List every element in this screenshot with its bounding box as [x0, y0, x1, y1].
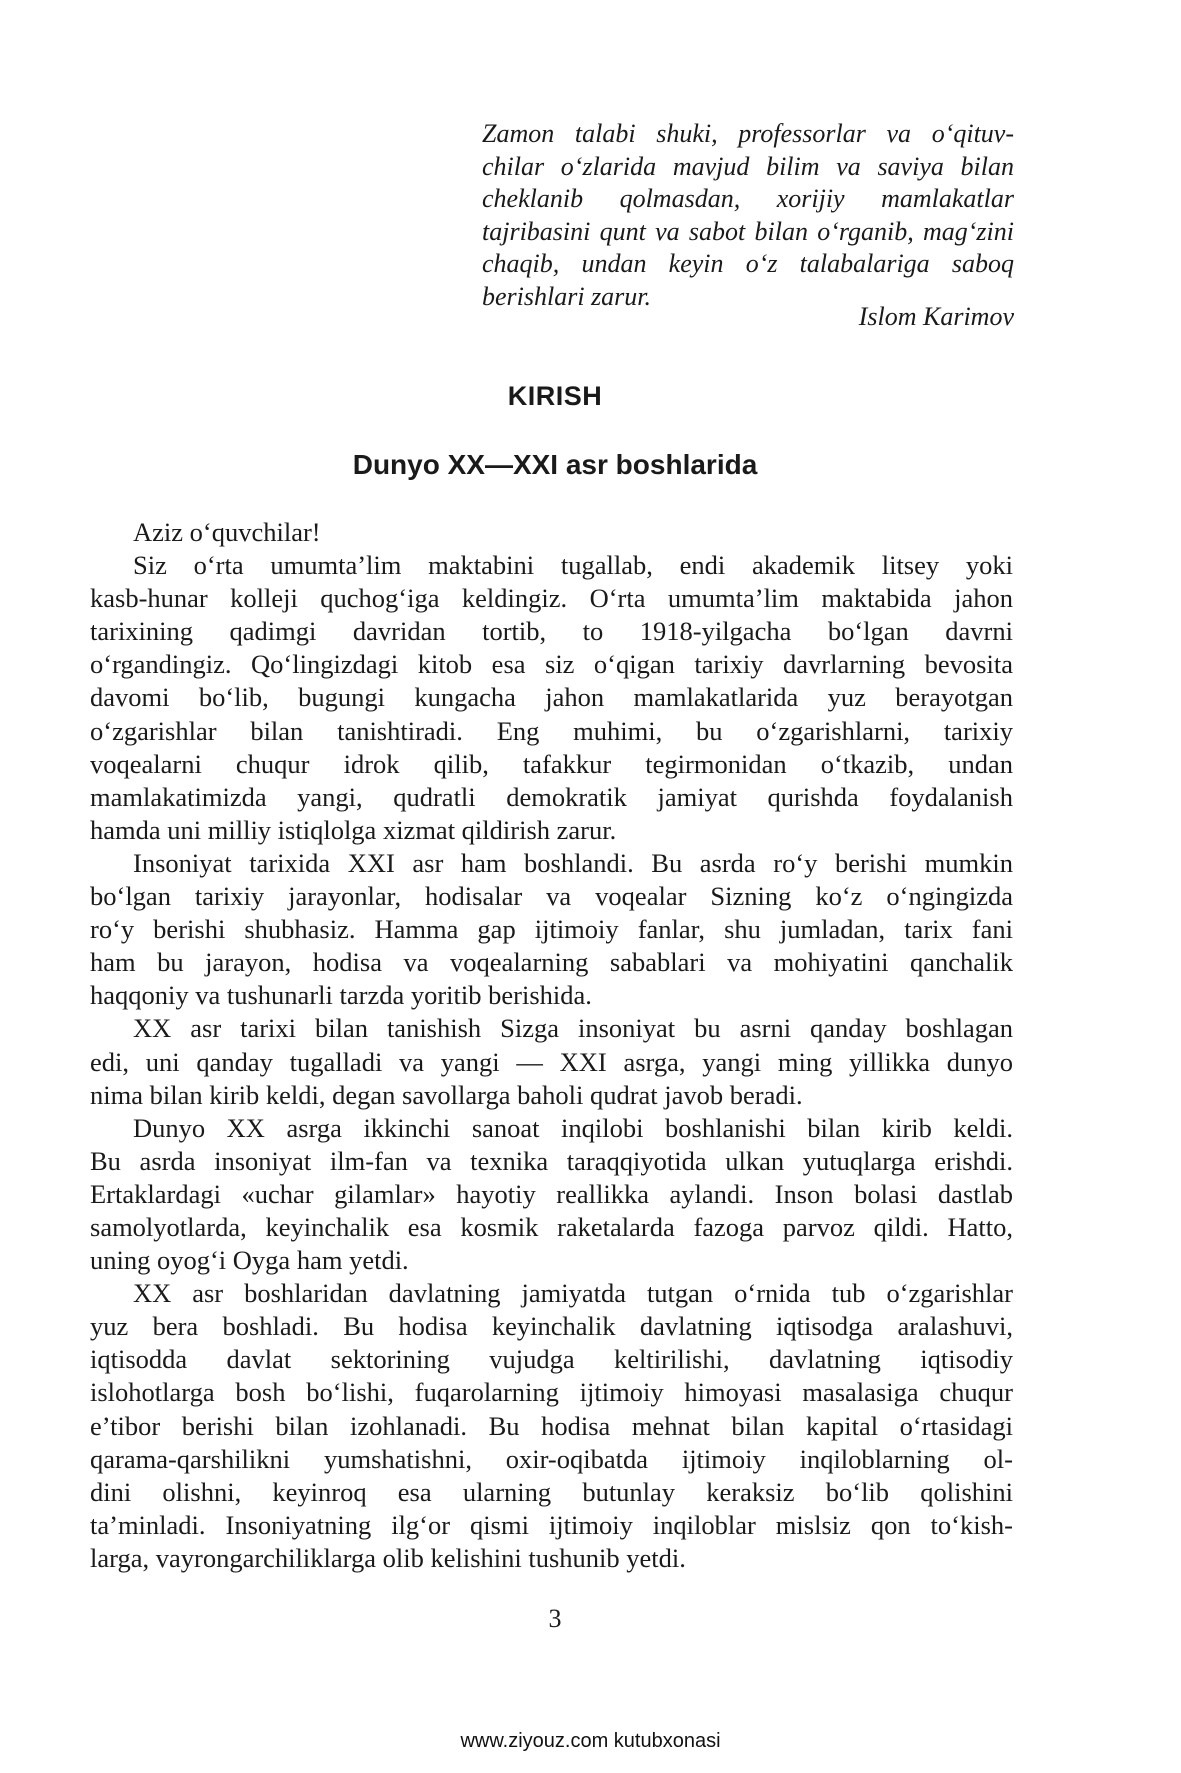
text-line: ta’minladi. Insoniyatning ilg‘or qismi ijtimoiy inqiloblar mislsiz qon to‘kish- — [90, 1509, 1013, 1540]
text-line: tarixining qadimgi davridan tortib, to 1918-yilgacha bo‘lgan davrni — [90, 616, 1013, 647]
paragraph — [90, 847, 1013, 1012]
text-line: Ertaklardagi «uchar gilamlar» hayotiy reallikka aylandi. Inson bolasi dastlab — [90, 1178, 1013, 1209]
text-line: ham bu jarayon, hodisa va voqealarning sabablari va mohiyatini qanchalik — [90, 947, 1013, 978]
text-line: e’tibor berishi bilan izohlanadi. Bu hodisa mehnat bilan kapital o‘rtasidagi — [90, 1410, 1013, 1441]
text-line: ro‘y berishi shubhasiz. Hamma gap ijtimoiy fanlar, shu jumladan, tarix fani — [90, 914, 1013, 945]
text-line: yuz bera boshladi. Bu hodisa keyinchalik davlatning iqtisodga aralashuvi, — [90, 1311, 1013, 1342]
text-line: hamda uni milliy istiqlolga xizmat qildirish zarur. — [90, 814, 617, 845]
epigraph-line: berishlari zarur. — [482, 281, 652, 311]
text-line: mamlakatimizda yangi, qudratli demokratik jamiyat qurishda foydalanish — [90, 781, 1013, 812]
page-number: 3 — [548, 1604, 562, 1633]
section-title: Dunyo XX—XXI asr boshlarida — [352, 449, 758, 480]
text-line: islohotlarga bosh bo‘lishi, fuqarolarning ijtimoiy himoyasi masalasiga chuqur — [90, 1377, 1013, 1408]
text-line: samolyotlarda, keyinchalik esa kosmik raketalarda fazoga parvoz qildi. Hatto, — [90, 1211, 1013, 1242]
paragraph-greeting — [90, 516, 1013, 549]
text-line: bo‘lgan tarixiy jarayonlar, hodisalar va voqealar Sizning ko‘z o‘ngingizda — [90, 881, 1013, 912]
footer-watermark: www.ziyouz.com kutubxonasi — [460, 1730, 721, 1752]
text-line: haqqoniy va tushunarli tarzda yoritib berishida. — [90, 980, 592, 1011]
text-line: davomi bo‘lib, bugungi kungacha jahon mamlakatlarida yuz berayotgan — [90, 682, 1013, 713]
epigraph-line: cheklanib qolmasdan, xorijiy mamlakatlar — [482, 184, 1014, 213]
text-line: Aziz o‘quvchilar! — [133, 517, 321, 547]
paragraph — [90, 1012, 1013, 1111]
text-line: o‘zgarishlar bilan tanishtiradi. Eng muhimi, bu o‘zgarishlarni, tarixiy — [90, 715, 1013, 746]
epigraph-line: tajribasini qunt va sabot bilan o‘rganib, mag‘zini — [482, 216, 1014, 246]
text-line: larga, vayrongarchiliklarga olib kelishini tushunib yetdi. — [90, 1542, 686, 1573]
text-line: voqealarni chuqur idrok qilib, tafakkur tegirmonidan o‘tkazib, undan — [90, 748, 1013, 779]
text-line: kasb-hunar kolleji quchog‘iga keldingiz. O‘rta umumta’lim maktabida jahon — [90, 583, 1013, 614]
chapter-title: KIRISH — [507, 381, 603, 411]
text-line: qarama-qarshilikni yumshatishni, oxir-oqibatda ijtimoiy inqiloblarning ol- — [90, 1443, 1013, 1474]
paragraph — [90, 1112, 1013, 1277]
text-line: uning oyog‘i Oyga ham yetdi. — [90, 1245, 409, 1276]
text-line: iqtisodda davlat sektorining vujudga keltirilishi, davlatning iqtisodiy — [90, 1344, 1013, 1375]
paragraph — [90, 1277, 1013, 1575]
text-line: Siz o‘rta umumta’lim maktabini tugallab, endi akademik litsey yoki — [133, 550, 1013, 581]
epigraph-line: chilar o‘zlarida mavjud bilim va saviya bilan — [482, 151, 1014, 181]
text-line: XX asr tarixi bilan tanishish Sizga insoniyat bu asrni qanday boshlagan — [133, 1013, 1013, 1044]
text-line: XX asr boshlaridan davlatning jamiyatda tutgan o‘rnida tub o‘zgarishlar — [133, 1278, 1013, 1309]
text-line: Bu asrda insoniyat ilm-fan va texnika taraqqiyotida ulkan yutuqlarga erishdi. — [90, 1145, 1013, 1176]
body-text — [90, 516, 1013, 1575]
text-line: dini olishni, keyinroq esa ularning butunlay keraksiz bo‘lib qolishini — [90, 1476, 1013, 1507]
epigraph-line: Zamon talabi shuki, professorlar va o‘qituv- — [482, 119, 1014, 148]
text-line: Insoniyat tarixida XXI asr ham boshlandi. Bu asrda ro‘y berishi mumkin — [133, 847, 1013, 878]
text-line: o‘rgandingiz. Qo‘lingizdagi kitob esa siz o‘qigan tarixiy davrlarning bevosita — [90, 649, 1013, 680]
paragraph — [90, 549, 1013, 847]
epigraph-line: chaqib, undan keyin o‘z talabalariga saboq — [482, 249, 1014, 278]
text-line: Dunyo XX asrga ikkinchi sanoat inqilobi boshlanishi bilan kirib keldi. — [133, 1112, 1013, 1143]
text-line: edi, uni qanday tugalladi va yangi — XXI asrga, yangi ming yillikka dunyo — [90, 1046, 1013, 1077]
epigraph-author: Islom Karimov — [858, 302, 1014, 331]
epigraph-quote — [482, 118, 1014, 313]
text-line: nima bilan kirib keldi, degan savollarga baholi qudrat javob beradi. — [90, 1079, 803, 1110]
